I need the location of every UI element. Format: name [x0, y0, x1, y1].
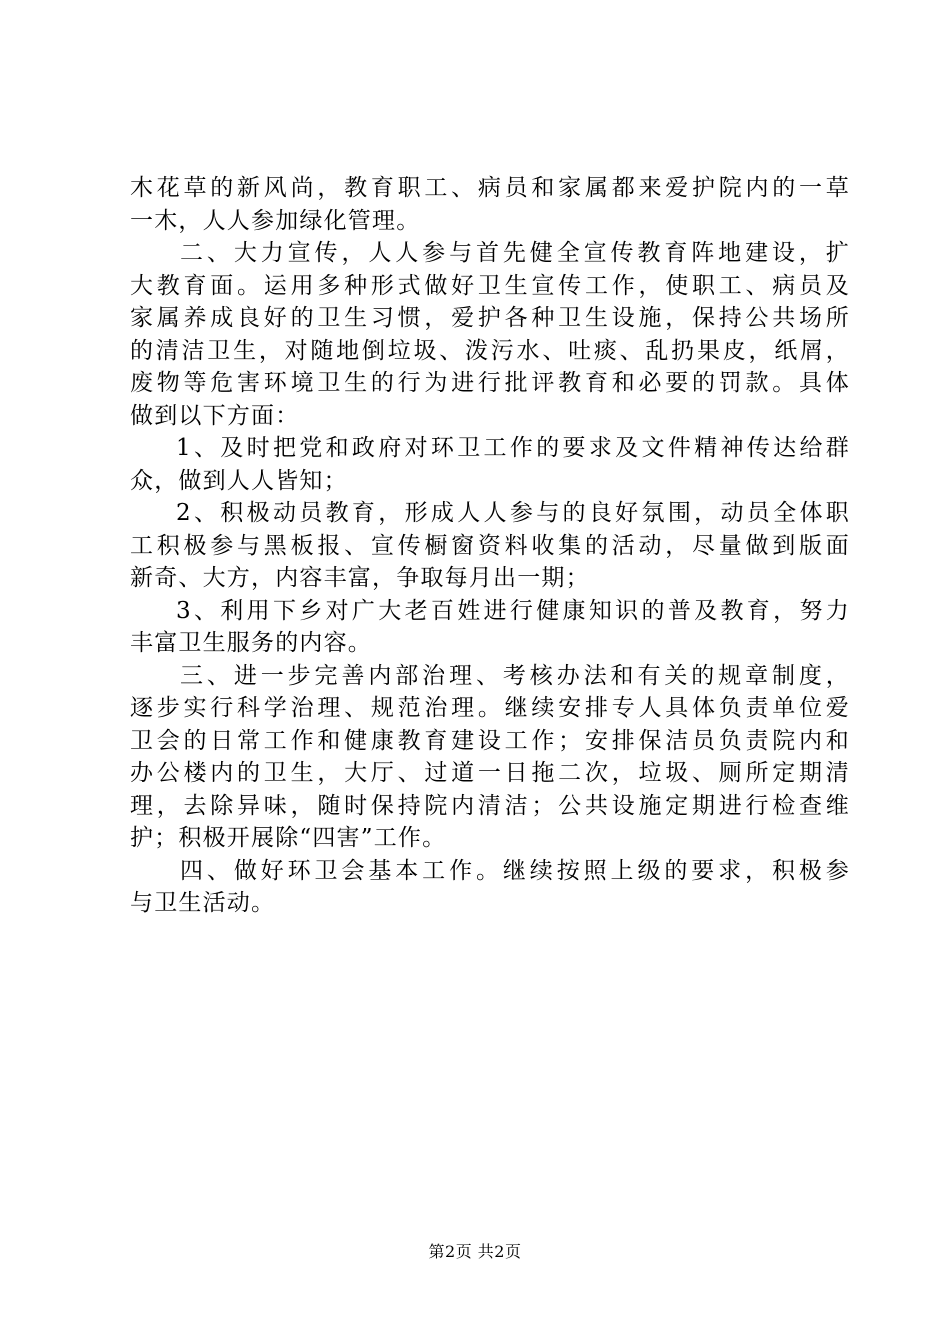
body-line: 新奇、大方，内容丰富，争取每月出一期； — [130, 565, 590, 591]
paragraph-start-line: 二、大力宣传，人人参与首先健全宣传教育阵地建设，扩 — [180, 240, 850, 266]
body-line: 大教育面。运用多种形式做好卫生宣传工作，使职工、病员及 — [130, 272, 850, 299]
body-line: 的清洁卫生，对随地倒垃圾、泼污水、吐痰、乱扔果皮，纸屑， — [130, 337, 850, 364]
body-line: 理，去除异味，随时保持院内清洁；公共设施定期进行检查维 — [130, 792, 850, 819]
body-line: 众，做到人人皆知； — [130, 467, 348, 494]
body-line: 丰富卫生服务的内容。 — [130, 630, 372, 656]
body-line: 卫会的日常工作和健康教育建设工作；安排保洁员负责院内和 — [130, 727, 850, 754]
paragraph-start-line: 四、做好环卫会基本工作。继续按照上级的要求，积极参 — [180, 857, 850, 884]
page-number-footer: 第2页 共2页 — [428, 1242, 522, 1261]
body-line: 逐步实行科学治理、规范治理。继续安排专人具体负责单位爱 — [130, 695, 850, 721]
body-line: 一木，人人参加绿化管理。 — [130, 207, 421, 234]
list-item-line: 2、积极动员教育，形成人人参与的良好氛围，动员全体职 — [176, 500, 850, 526]
body-line: 做到以下方面： — [130, 402, 300, 429]
body-line: 家属养成良好的卫生习惯，爱护各种卫生设施，保持公共场所 — [130, 305, 850, 331]
body-line: 工积极参与黑板报、宣传橱窗资料收集的活动，尽量做到版面 — [130, 532, 850, 559]
body-line: 木花草的新风尚，教育职工、病员和家属都来爱护院内的一草 — [130, 175, 850, 201]
paragraph-start-line: 三、进一步完善内部治理、考核办法和有关的规章制度， — [180, 662, 850, 689]
body-line: 与卫生活动。 — [130, 890, 276, 916]
body-line: 废物等危害环境卫生的行为进行批评教育和必要的罚款。具体 — [130, 370, 850, 396]
body-line: 办公楼内的卫生，大厅、过道一日拖二次，垃圾、厕所定期清 — [130, 760, 850, 786]
document-body — [130, 172, 850, 920]
list-item-line: 3、利用下乡对广大老百姓进行健康知识的普及教育，努力 — [176, 597, 850, 624]
list-item-line: 1、及时把党和政府对环卫工作的要求及文件精神传达给群 — [176, 435, 850, 461]
body-line: 护；积极开展除“四害”工作。 — [130, 825, 447, 851]
